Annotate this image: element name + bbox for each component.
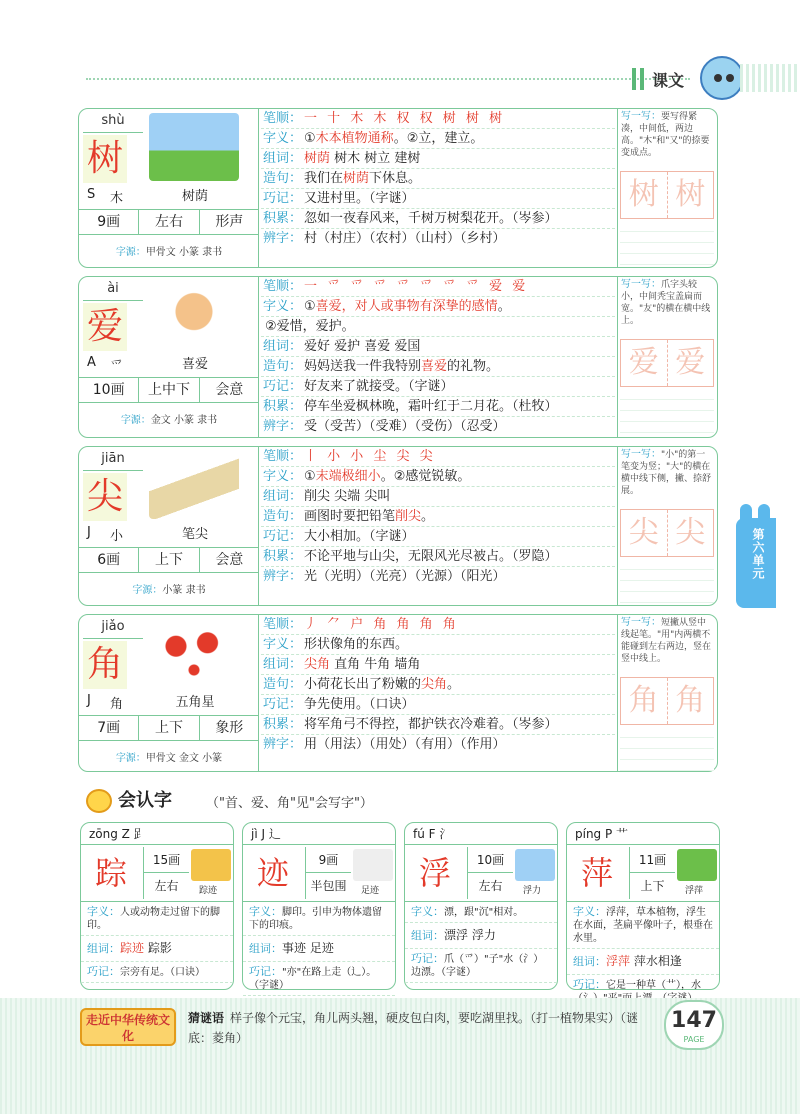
line-key: 巧记： (411, 952, 444, 965)
line-text: 妈妈送我一件我特别 (304, 359, 422, 374)
line-text: 小荷花长出了粉嫩的 (304, 677, 422, 692)
tip-text: "小"的第一笔变为竖；"大"的横在横中线下侧，撇、捺舒展。 (621, 450, 712, 496)
riddle-title: 猜谜语 (188, 1011, 225, 1025)
line-text: 又进村里。（字谜） (304, 191, 415, 206)
source-key: 字源： (115, 753, 146, 764)
line-key: 巧记： (249, 965, 282, 978)
line-key: 组词： (263, 339, 303, 354)
line-key: 积累： (263, 717, 303, 732)
info-line (261, 129, 615, 149)
radical-letter: J (87, 693, 91, 708)
line-key: 巧记： (573, 978, 606, 991)
info-line (261, 169, 615, 189)
line-key: 辨字： (263, 569, 303, 584)
info-line (261, 507, 615, 527)
mini-meaning (405, 902, 557, 923)
writing-practice (617, 277, 717, 437)
info-line (261, 417, 615, 437)
source-key: 字源： (120, 415, 151, 426)
line-text: ① (304, 299, 316, 314)
line-text: 它是一种草（艹），水 (606, 980, 701, 991)
line-key: 字义： (263, 637, 303, 652)
source-key: 字源： (132, 585, 163, 596)
info-line (261, 337, 615, 357)
line-key: 字义： (411, 905, 444, 918)
mini-memo (81, 962, 233, 983)
line-text: 停车坐爱枫林晚，霜叶红于二月花。（杜牧） (304, 399, 558, 414)
stroke-order (261, 109, 615, 129)
mascot-icon (700, 56, 744, 100)
header-decoration (740, 64, 800, 92)
trace-char: 爱 (621, 340, 668, 386)
page-number (664, 1000, 724, 1050)
character: 尖 (83, 473, 127, 521)
line-key: 笔顺： (263, 111, 303, 126)
line-key: 造句： (263, 359, 303, 374)
line-highlight: 木本植物通称 (315, 131, 394, 146)
line-key: 组词： (249, 942, 282, 955)
line-highlight: 喜爱 (421, 359, 448, 374)
tab-ear (740, 504, 752, 522)
line-key: 笔顺： (263, 279, 303, 294)
line-text: 爱好 爱护 喜爱 爱国 (304, 339, 421, 354)
radical (83, 355, 127, 375)
info-line (261, 357, 615, 377)
char-details (261, 109, 615, 267)
line-key: 字义： (263, 299, 303, 314)
char-card-1 (78, 276, 718, 438)
mini-illustration (191, 849, 231, 881)
formation-type: 会意 (215, 382, 244, 398)
line-text: 削尖 尖端 尖叫 (304, 489, 391, 504)
char-card-3 (78, 614, 718, 772)
writing-tip (618, 109, 717, 167)
line-key: 组词： (411, 929, 444, 942)
char-details (261, 447, 615, 605)
tracing-grid[interactable] (620, 339, 714, 387)
header-divider (86, 78, 690, 80)
tip-key: 写一写： (621, 617, 661, 628)
info-line (261, 635, 615, 655)
info-line (261, 209, 615, 229)
line-text: 树木 树立 建树 (330, 151, 421, 166)
writing-tip (618, 615, 717, 673)
character: 树 (83, 135, 127, 183)
writing-practice (617, 447, 717, 605)
trace-char: 爱 (675, 345, 706, 380)
mini-structure: 左右 (467, 873, 513, 899)
info-line (261, 317, 615, 337)
line-key: 组词： (573, 955, 606, 968)
char-source (79, 237, 259, 258)
practice-grid[interactable] (620, 389, 714, 433)
trace-char: 树 (621, 172, 668, 218)
character: 角 (83, 641, 127, 689)
line-highlight: 喜爱，对人或事物有深挚的感情 (315, 299, 498, 314)
mini-illustration (677, 849, 717, 881)
mini-words (567, 949, 719, 975)
mini-character: 踪 (94, 854, 127, 892)
mini-pinyin-radical: zōng Z 𧾷 (81, 823, 233, 845)
stroke-count: 10画 (79, 378, 139, 402)
line-highlight: 浮萍 (606, 954, 631, 968)
radical-letter: A (87, 355, 96, 370)
illustration (149, 619, 239, 687)
line-text: 。 (497, 299, 511, 314)
mini-details (243, 901, 395, 996)
mini-pinyin-radical: píng P 艹 (567, 823, 719, 845)
radical-char: 小 (109, 529, 123, 544)
char-attributes (79, 547, 259, 573)
line-key: 积累： (263, 399, 303, 414)
line-key: 巧记： (87, 965, 120, 978)
line-text: 萍水相逢 (630, 954, 682, 968)
char-details (261, 615, 615, 771)
formation-type: 象形 (215, 720, 244, 736)
line-text: 将军角弓不得控，都护铁衣冷难着。（岑参） (304, 717, 558, 732)
line-text: 。②感觉锐敏。 (380, 469, 471, 484)
mini-character: 迹 (256, 854, 289, 892)
radical (83, 187, 127, 207)
char-card-2 (78, 446, 718, 606)
radical-letter: J (87, 525, 91, 540)
mini-meaning (243, 902, 395, 936)
illustration (149, 281, 239, 349)
illustration-caption: 笔尖 (181, 527, 208, 542)
info-line (261, 297, 615, 317)
tip-text: 短撇从竖中线起笔。"用"内两横不能碰到左右两边，竖在竖中线上。 (621, 618, 712, 664)
line-text: 。 (447, 677, 461, 692)
line-text: 。 (421, 509, 435, 524)
tracing-grid[interactable] (620, 677, 714, 725)
structure: 上下 (139, 716, 199, 740)
tip-key: 写一写： (621, 279, 661, 290)
mini-words (243, 936, 395, 962)
mini-structure: 左右 (143, 873, 189, 899)
line-text: 直角 牛角 墙角 (330, 657, 421, 672)
writing-tip (618, 277, 717, 335)
mini-meaning (567, 902, 719, 949)
formation-type: 会意 (215, 552, 244, 568)
char-source (79, 405, 259, 426)
recognize-card-0 (80, 822, 234, 990)
line-key: 巧记： (263, 529, 303, 544)
line-text: 脚印。引申为物体遗留下的印痕。 (249, 907, 382, 931)
radical (83, 525, 127, 545)
line-text: 漂浮 浮力 (444, 928, 496, 942)
char-source (79, 743, 259, 764)
radical-letter: S (87, 187, 96, 202)
pinyin: ài (83, 281, 143, 299)
line-text: 形状像角的东西。 (304, 637, 409, 652)
info-line (261, 149, 615, 169)
info-line (261, 397, 615, 417)
tip-key: 写一写： (621, 449, 661, 460)
stroke-sequence: 一 爫 爫 爫 爫 爫 爫 爫 爱 爱 (304, 279, 529, 294)
line-text: 不论平地与山尖，无限风光尽被占。（罗隐） (304, 549, 558, 564)
line-highlight: 末端极细小 (315, 469, 381, 484)
tip-text: 要写得紧凑，中间低，两边高。"木"和"又"的捺要变成点。 (621, 112, 710, 158)
info-line (261, 547, 615, 567)
tracing-grid[interactable] (620, 171, 714, 219)
line-text: 画图时要把铅笔 (304, 509, 396, 524)
line-key: 造句： (263, 677, 303, 692)
line-text: "亦"在路上走（辶）。（字谜） (249, 967, 377, 991)
page-header (0, 56, 800, 104)
info-line (261, 675, 615, 695)
line-text: 我们在 (304, 171, 344, 186)
mini-words (81, 936, 233, 962)
riddle (188, 1008, 658, 1048)
section-title-text: 会认字 (118, 790, 172, 811)
mini-illustration (353, 849, 393, 881)
source-items: 小篆 隶书 (162, 585, 206, 596)
line-highlight: 踪迹 (120, 941, 145, 955)
mini-pinyin-radical: jì J 辶 (243, 823, 395, 845)
tracing-grid[interactable] (620, 509, 714, 557)
line-text: 光（光明）（光亮）（光源）（阳光） (304, 569, 506, 584)
mini-details (567, 901, 719, 1009)
line-text: ① (304, 469, 316, 484)
mini-stroke-count: 15画 (143, 847, 189, 873)
mini-pinyin-radical: fú F 氵 (405, 823, 557, 845)
line-key: 积累： (263, 549, 303, 564)
mini-character: 浮 (418, 854, 451, 892)
line-key: 字义： (263, 469, 303, 484)
unit-side-tab[interactable] (736, 518, 776, 608)
culture-badge: 走近中华传统文化 (80, 1008, 176, 1046)
section-note: （"首、爱、角"见"会写字"） (206, 796, 373, 811)
mini-details (81, 901, 233, 983)
char-attributes (79, 209, 259, 235)
recognize-card-2 (404, 822, 558, 990)
line-text: 大小相加。（字谜） (304, 529, 415, 544)
structure: 上下 (139, 548, 199, 572)
line-key: 组词： (263, 151, 303, 166)
stroke-sequence: 丿 ⺈ 户 角 角 角 角 (304, 617, 459, 632)
char-attributes (79, 377, 259, 403)
radical-char: 角 (109, 697, 123, 712)
line-key: 组词： (263, 657, 303, 672)
mini-words (405, 923, 557, 949)
mini-stroke-count: 11画 (629, 847, 675, 873)
line-text: 漂，跟"沉"相对。 (444, 907, 524, 918)
line-key: 辨字： (263, 231, 303, 246)
mini-caption: 足迹 (360, 886, 379, 896)
line-key: 巧记： (263, 191, 303, 206)
line-text: 浮萍，草本植物，浮生在水面，茎扁平像叶子，根垂在水里。 (573, 907, 713, 944)
line-key: 组词： (263, 489, 303, 504)
char-attributes (79, 715, 259, 741)
writing-practice (617, 109, 717, 267)
radical-char: 木 (109, 191, 123, 206)
source-items: 甲骨文 小篆 隶书 (145, 247, 223, 258)
char-info (79, 277, 259, 437)
character: 爱 (83, 303, 127, 351)
line-highlight: 尖角 (421, 677, 448, 692)
mini-structure: 上下 (629, 873, 675, 899)
practice-grid[interactable] (620, 221, 714, 265)
char-source (79, 575, 259, 596)
structure: 左右 (139, 210, 199, 234)
info-line (261, 735, 615, 755)
line-text: 人或动物走过留下的脚印。 (87, 907, 220, 931)
line-text: 的礼物。 (447, 359, 500, 374)
mini-memo (243, 962, 395, 996)
practice-grid[interactable] (620, 727, 714, 771)
line-text: 村（村庄）（农村）（山村）（乡村） (304, 231, 506, 246)
section-label: 课文 (652, 71, 685, 90)
char-info (79, 109, 259, 267)
page-number-value: 147 (671, 1008, 717, 1033)
recognize-card-3 (566, 822, 720, 990)
mini-stroke-count: 10画 (467, 847, 513, 873)
unit-tab-label: 第六单元 (751, 528, 765, 580)
mini-details (405, 901, 557, 983)
info-line (261, 229, 615, 249)
tab-ear (758, 504, 770, 522)
line-text: 好友来了就接受。（字谜） (304, 379, 454, 394)
illustration (149, 113, 239, 181)
line-key: 字义： (263, 131, 303, 146)
char-card-0 (78, 108, 718, 268)
mini-caption: 浮力 (522, 886, 541, 896)
mini-meaning (81, 902, 233, 936)
mini-stroke-count: 9画 (305, 847, 351, 873)
stroke-order (261, 615, 615, 635)
source-items: 金文 小篆 隶书 (150, 415, 218, 426)
info-line (261, 527, 615, 547)
line-text: ②爱惜，爱护。 (265, 319, 355, 334)
illustration-caption: 五角星 (175, 695, 215, 710)
stroke-sequence: 一 十 木 木 权 权 树 树 树 (304, 111, 506, 126)
trace-char: 尖 (621, 510, 668, 556)
page-label: PAGE (683, 1035, 705, 1044)
char-info (79, 447, 259, 605)
info-line (261, 377, 615, 397)
illustration (149, 451, 239, 519)
line-highlight: 尖角 (304, 657, 331, 672)
line-key: 笔顺： (263, 617, 303, 632)
stroke-count: 9画 (79, 210, 139, 234)
mini-character: 萍 (580, 854, 613, 892)
writing-tip (618, 447, 717, 505)
tip-text: 爪字头较小，中间秃宝盖扁而宽。"友"的横在横中线上。 (621, 280, 711, 326)
practice-grid[interactable] (620, 559, 714, 603)
line-key: 造句： (263, 509, 303, 524)
char-details (261, 277, 615, 437)
writing-practice (617, 615, 717, 771)
line-key: 积累： (263, 211, 303, 226)
info-line (261, 467, 615, 487)
trace-char: 角 (675, 683, 706, 718)
line-text: 爪（爫）"子"水（氵）边漂。（字谜） (411, 954, 544, 978)
line-key: 字义： (573, 905, 606, 918)
line-text: 踪影 (144, 941, 172, 955)
line-key: 辨字： (263, 737, 303, 752)
structure: 上中下 (139, 378, 199, 402)
line-text: 事迹 足迹 (282, 941, 334, 955)
stroke-sequence: 丨 小 小 尘 尖 尖 (304, 449, 436, 464)
header-bar (640, 68, 644, 90)
mini-illustration (515, 849, 555, 881)
illustration-caption: 喜爱 (181, 357, 208, 372)
formation-type: 形声 (215, 214, 244, 230)
line-highlight: 树荫 (304, 151, 331, 166)
recognize-card-1 (242, 822, 396, 990)
radical (83, 693, 127, 713)
line-key: 笔顺： (263, 449, 303, 464)
stroke-count: 7画 (79, 716, 139, 740)
stroke-count: 6画 (79, 548, 139, 572)
riddle-text: 样子像个元宝，角儿两头翘，硬皮包白肉，要吃湖里找。（打一植物果实）（谜底：菱角） (188, 1011, 639, 1045)
pinyin: jiān (83, 451, 143, 469)
line-text: 宗旁有足。（口诀） (120, 967, 205, 978)
line-key: 字义： (87, 905, 120, 918)
info-line (261, 189, 615, 209)
line-key: 巧记： (263, 379, 303, 394)
line-highlight: 削尖 (395, 509, 422, 524)
trace-char: 角 (621, 678, 668, 724)
line-text: 争先使用。（口诀） (304, 697, 415, 712)
line-text: 下休息。 (369, 171, 422, 186)
line-key: 组词： (87, 942, 120, 955)
pinyin: jiǎo (83, 619, 143, 637)
line-key: 辨字： (263, 419, 303, 434)
illustration-caption: 树荫 (181, 189, 208, 204)
stroke-order (261, 447, 615, 467)
mini-caption: 浮萍 (684, 886, 703, 896)
line-highlight: 树荫 (343, 171, 370, 186)
source-items: 甲骨文 金文 小篆 (145, 753, 223, 764)
stroke-order (261, 277, 615, 297)
info-line (261, 487, 615, 507)
line-key: 造句： (263, 171, 303, 186)
line-text: ① (304, 131, 316, 146)
tip-key: 写一写： (621, 111, 661, 122)
trace-char: 尖 (675, 515, 706, 550)
mini-structure: 半包围 (305, 873, 351, 899)
line-text: 受（受苦）（受难）（受伤）（忍受） (304, 419, 506, 434)
pinyin: shù (83, 113, 143, 131)
line-key: 巧记： (263, 697, 303, 712)
char-info (79, 615, 259, 771)
radical-char: 爫 (109, 359, 123, 374)
section-title (86, 786, 172, 813)
bee-icon (86, 789, 112, 813)
line-text: 忽如一夜春风来，千树万树梨花开。（岑参） (304, 211, 558, 226)
line-text: 用（用法）（用处）（有用）（作用） (304, 737, 506, 752)
line-text: 。②立，建立。 (393, 131, 484, 146)
header-bar (632, 68, 636, 90)
info-line (261, 695, 615, 715)
line-key: 字义： (249, 905, 282, 918)
info-line (261, 715, 615, 735)
mini-caption: 踪迹 (198, 886, 217, 896)
trace-char: 树 (675, 177, 706, 212)
info-line (261, 655, 615, 675)
source-key: 字源： (115, 247, 146, 258)
info-line (261, 567, 615, 587)
mini-memo (405, 949, 557, 983)
